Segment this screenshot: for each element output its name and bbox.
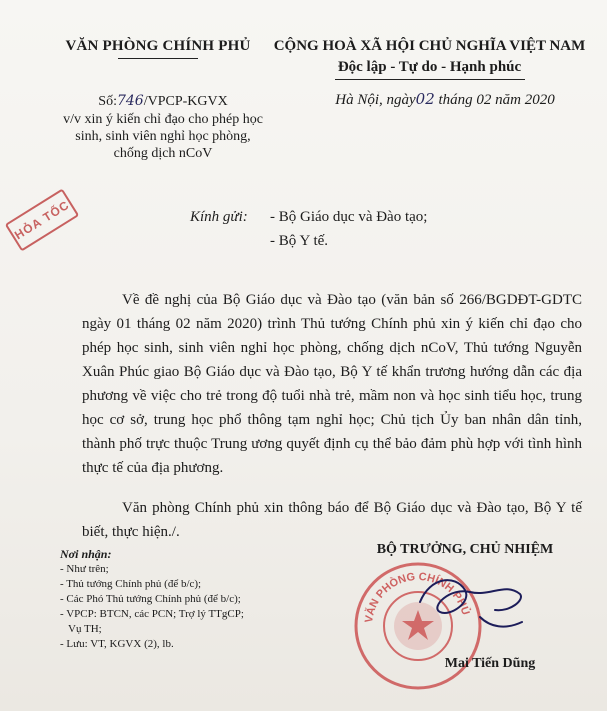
agency-name: VĂN PHÒNG CHÍNH PHỦ <box>65 38 251 54</box>
document-subject: v/v xin ý kiến chỉ đạo cho phép học sinh, sinh viên nghỉ học phòng, chống dịch nCoV <box>63 112 263 161</box>
national-heading <box>262 38 597 80</box>
recipient-item: Vụ TH; <box>68 623 102 635</box>
body-paragraph: Về đề nghị của Bộ Giáo dục và Đào tạo (văn bản số 266/BGDĐT-GDTC ngày 01 tháng 02 năm 2020) trình Thủ tướng Chính phủ xin ý kiến chỉ đạo cho phép học sinh, sinh viên nghỉ học phòng, chống dịch nCoV, Thủ tướng Nguyễn Xuân Phúc giao Bộ Giáo dục và Đào tạo, Bộ Y tế khẩn trương hướng dẫn các địa phương về việc cho trẻ trong độ tuổi nhà trẻ, mầm non và học sinh tiểu học, trung học cơ sở, trung học phổ thông tạm nghỉ học; Chủ tịch Ủy ban nhân dân tỉnh, thành phố trực thuộc Trung ương quyết định cụ thể bảo đảm phù hợp với tình hình thực tế của địa phương. <box>82 292 582 476</box>
date-suffix: tháng 02 năm 2020 <box>438 92 555 108</box>
national-motto: Độc lập - Tự do - Hạnh phúc <box>337 59 522 75</box>
letter-body <box>82 288 582 544</box>
motto-underline <box>335 79 525 80</box>
number-prefix: Số: <box>98 94 117 109</box>
recipients-list <box>60 547 300 652</box>
number-suffix: /VPCP-KGVX <box>143 94 228 109</box>
document-date <box>320 90 570 109</box>
date-prefix: Hà Nội, ngày <box>335 92 416 108</box>
addressee-item: - Bộ Y tế. <box>270 233 329 249</box>
addressees <box>190 205 427 253</box>
urgent-stamp: HỎA TỐC <box>5 188 80 251</box>
agency-underline <box>118 58 198 59</box>
recipient-item: - Thủ tướng Chính phủ (để b/c); <box>60 578 202 590</box>
issuing-agency <box>48 38 268 59</box>
document-number <box>58 93 268 110</box>
addressees-label: Kính gửi: <box>190 209 248 225</box>
signer-name: Mai Tiến Dũng <box>444 656 536 671</box>
number-handwritten: 746 <box>116 93 144 109</box>
recipient-item: - Lưu: VT, KGVX (2), lb. <box>60 638 174 650</box>
seal-text: VĂN PHÒNG CHÍNH PHỦ <box>363 570 472 624</box>
date-day: 02 <box>415 90 435 108</box>
recipient-item: - Như trên; <box>60 563 109 575</box>
recipients-title: Nơi nhận: <box>60 547 112 561</box>
country-name: CỘNG HOÀ XÃ HỘI CHỦ NGHĨA VIỆT NAM <box>273 38 586 54</box>
recipient-item: - Các Phó Thủ tướng Chính phủ (để b/c); <box>60 593 241 605</box>
signer-title: BỘ TRƯỞNG, CHỦ NHIỆM <box>376 542 554 557</box>
signature-icon <box>410 572 530 642</box>
recipient-item: - VPCP: BTCN, các PCN; Trợ lý TTgCP; <box>60 608 244 620</box>
body-paragraph: Văn phòng Chính phủ xin thông báo để Bộ Giáo dục và Đào tạo, Bộ Y tế biết, thực hiện./. <box>82 500 582 540</box>
addressee-item: - Bộ Giáo dục và Đào tạo; <box>270 209 428 225</box>
